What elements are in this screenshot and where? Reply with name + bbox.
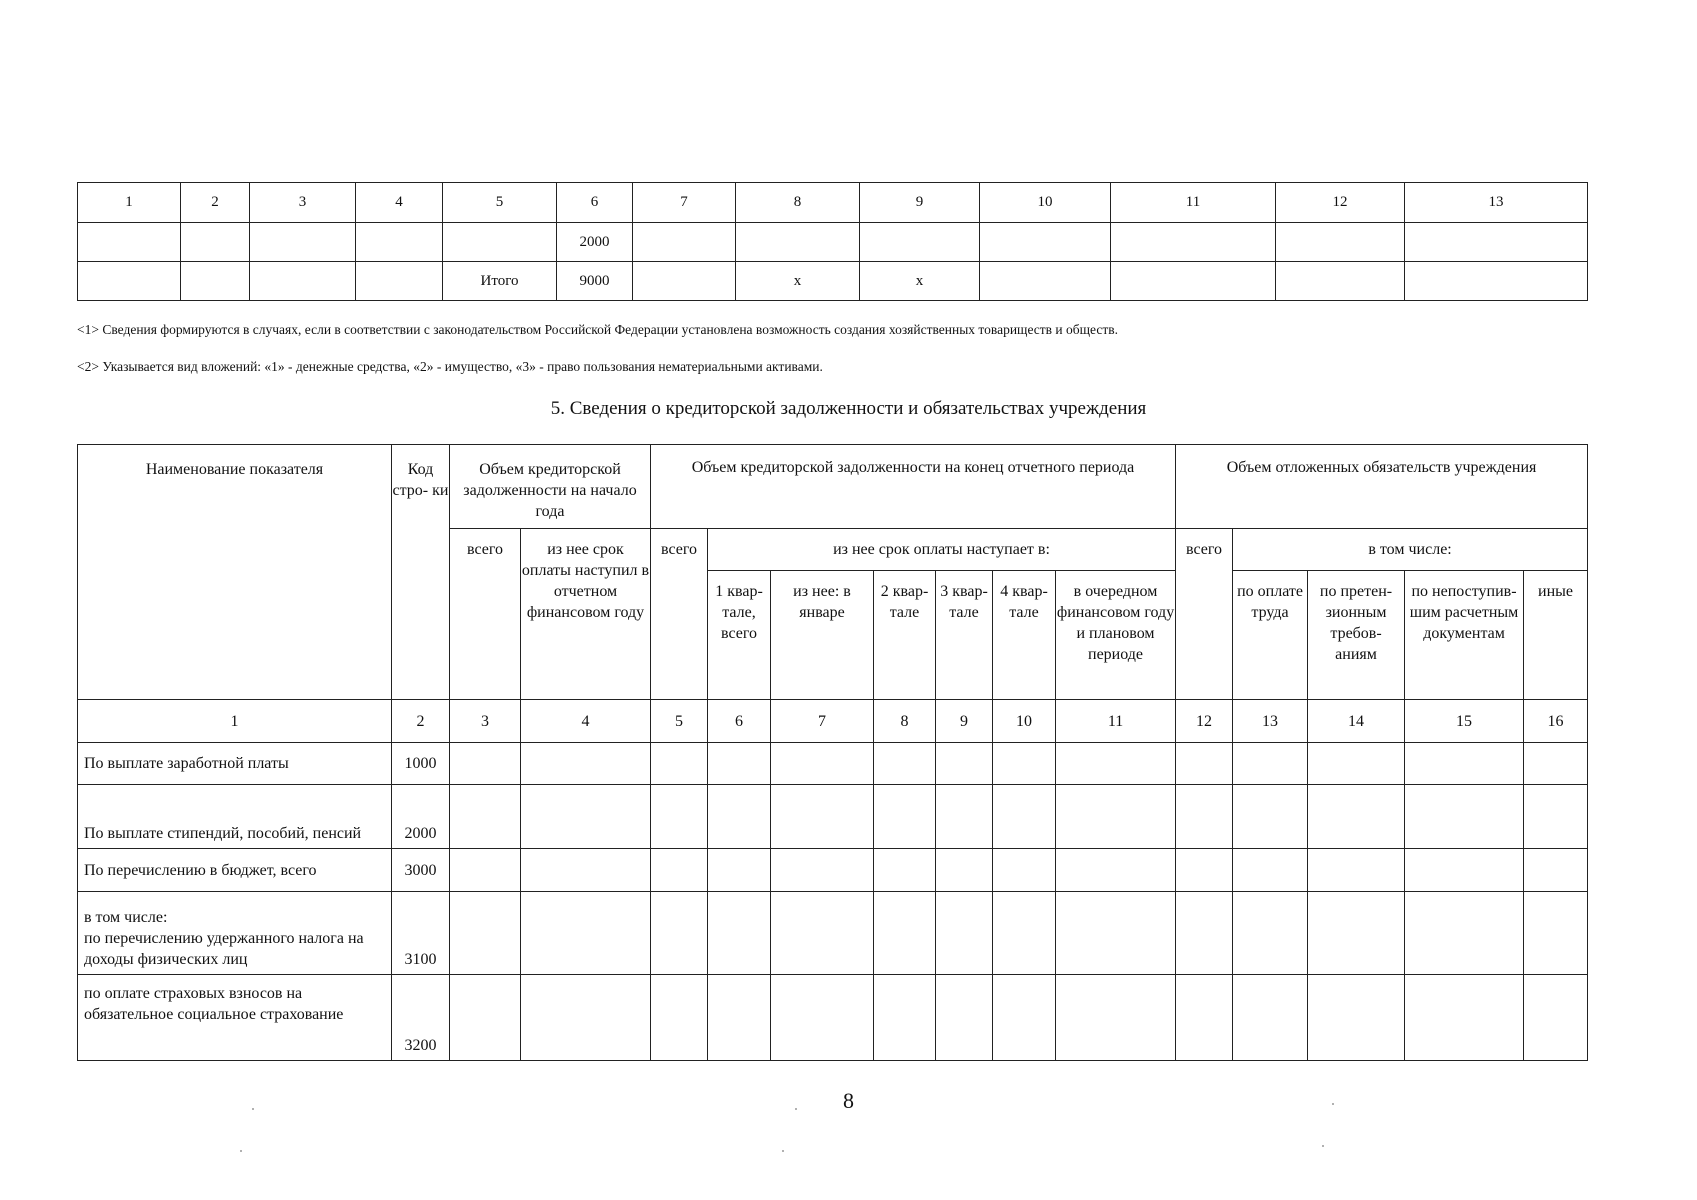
scan-speck	[795, 1108, 797, 1110]
table-cell	[356, 223, 443, 262]
col-number: 9	[860, 183, 980, 223]
q1-header: 1 квар- тале, всего	[708, 571, 771, 700]
col-number: 16	[1524, 700, 1588, 743]
col-number: 8	[874, 700, 936, 743]
col-number: 11	[1111, 183, 1276, 223]
table-cell	[1276, 262, 1405, 301]
end-volume-header: Объем кредиторской задолженности на конец отчетного периода	[651, 445, 1176, 529]
scan-speck	[782, 1150, 784, 1152]
row-label: по оплате страховых взносов на обязательное социальное страхование	[78, 975, 392, 1061]
top-table-header-row	[78, 183, 1588, 223]
total-label: Итого	[443, 262, 557, 301]
col-number: 4	[521, 700, 651, 743]
table-cell	[1276, 223, 1405, 262]
table-cell: x	[860, 262, 980, 301]
page-number: 8	[843, 1088, 854, 1113]
table-row	[78, 223, 1588, 262]
row-code: 1000	[392, 743, 450, 785]
table-cell	[1111, 223, 1276, 262]
table-cell	[250, 223, 356, 262]
table-cell	[443, 223, 557, 262]
end-due-group-header: из нее срок оплаты наступает в:	[708, 529, 1176, 571]
deferred-header: Объем отложенных обязательств учреждения	[1176, 445, 1588, 529]
col-number: 12	[1276, 183, 1405, 223]
table-cell: x	[736, 262, 860, 301]
col-number: 10	[993, 700, 1056, 743]
col-number: 1	[78, 183, 181, 223]
row-code: 3100	[392, 892, 450, 975]
col-number: 3	[250, 183, 356, 223]
table-cell	[78, 262, 181, 301]
table-row-total	[78, 262, 1588, 301]
labor-header: по оплате труда	[1233, 571, 1308, 700]
table-cell	[860, 223, 980, 262]
start-total-header: всего	[450, 529, 521, 700]
col-number: 7	[771, 700, 874, 743]
table-row	[78, 785, 1588, 849]
table-cell	[980, 262, 1111, 301]
table-cell	[78, 223, 181, 262]
line-code-header: Код стро- ки	[392, 445, 450, 700]
table-cell	[250, 262, 356, 301]
col-number: 1	[78, 700, 392, 743]
footnote-1: <1> Сведения формируются в случаях, если в соответствии с законодательством Российской Федерации установлена возможность создания хозяйственных товариществ и обществ.	[77, 322, 1119, 337]
table-row	[78, 849, 1588, 892]
table-cell	[980, 223, 1111, 262]
col-number: 11	[1056, 700, 1176, 743]
col-number: 9	[936, 700, 993, 743]
table-cell	[1405, 223, 1588, 262]
deferred-total-header: всего	[1176, 529, 1233, 700]
col-number: 14	[1308, 700, 1405, 743]
row-label-line-1: в том числе:	[84, 909, 168, 926]
january-header: из нее: в январе	[771, 571, 874, 700]
scan-speck	[1332, 1103, 1334, 1105]
row-label: По выплате стипендий, пособий, пенсий	[78, 785, 392, 849]
indicator-name-header: Наименование показателя	[78, 445, 392, 700]
row-label	[78, 892, 392, 975]
col-number: 6	[557, 183, 633, 223]
col-number: 15	[1405, 700, 1524, 743]
start-due-header: из нее срок оплаты наступил в отчетном финансовом году	[521, 529, 651, 700]
q2-header: 2 квар- тале	[874, 571, 936, 700]
deferred-incl-header: в том числе:	[1233, 529, 1588, 571]
q4-header: 4 квар- тале	[993, 571, 1056, 700]
scan-speck	[1322, 1145, 1324, 1147]
col-number: 3	[450, 700, 521, 743]
row-code: 2000	[392, 785, 450, 849]
col-number: 5	[443, 183, 557, 223]
table-row	[78, 892, 1588, 975]
col-number: 13	[1405, 183, 1588, 223]
claims-header: по претен- зионным требов- аниям	[1308, 571, 1405, 700]
col-number: 8	[736, 183, 860, 223]
col-number: 13	[1233, 700, 1308, 743]
table-cell	[1111, 262, 1276, 301]
table-row	[78, 975, 1588, 1061]
table-cell: 2000	[557, 223, 633, 262]
table-cell	[181, 223, 250, 262]
row-code: 3000	[392, 849, 450, 892]
col-number: 2	[392, 700, 450, 743]
next-year-header: в очередном финансовом году и плановом периоде	[1056, 571, 1176, 700]
scan-speck	[252, 1108, 254, 1110]
table-cell	[633, 223, 736, 262]
table-cell	[736, 223, 860, 262]
footnote-2: <2> Указывается вид вложений: «1» - денежные средства, «2» - имущество, «3» - право пользования нематериальными активами.	[77, 359, 823, 374]
table-cell	[181, 262, 250, 301]
end-total-header: всего	[651, 529, 708, 700]
scan-speck	[240, 1150, 242, 1152]
col-number: 4	[356, 183, 443, 223]
col-number: 2	[181, 183, 250, 223]
table-cell	[1405, 262, 1588, 301]
start-volume-header: Объем кредиторской задолженности на начало года	[450, 445, 651, 529]
table-row	[78, 743, 1588, 785]
col-number: 5	[651, 700, 708, 743]
col-number: 7	[633, 183, 736, 223]
row-label-line-2: по перечислению удержанного налога на доходы физических лиц	[84, 930, 364, 968]
row-label: По выплате заработной платы	[78, 743, 392, 785]
payables-table	[77, 444, 1588, 1061]
top-table	[77, 182, 1588, 301]
table-cell	[633, 262, 736, 301]
section-title: 5. Сведения о кредиторской задолженности и обязательствах учреждения	[550, 398, 1147, 419]
q3-header: 3 квар- тале	[936, 571, 993, 700]
other-header: иные	[1524, 571, 1588, 700]
col-number: 10	[980, 183, 1111, 223]
column-number-row	[78, 700, 1588, 743]
table-cell: 9000	[557, 262, 633, 301]
row-label: По перечислению в бюджет, всего	[78, 849, 392, 892]
col-number: 6	[708, 700, 771, 743]
table-cell	[356, 262, 443, 301]
header-row-1	[78, 445, 1588, 529]
row-code: 3200	[392, 975, 450, 1061]
unpaid-docs-header: по непоступив- шим расчетным документам	[1405, 571, 1524, 700]
col-number: 12	[1176, 700, 1233, 743]
